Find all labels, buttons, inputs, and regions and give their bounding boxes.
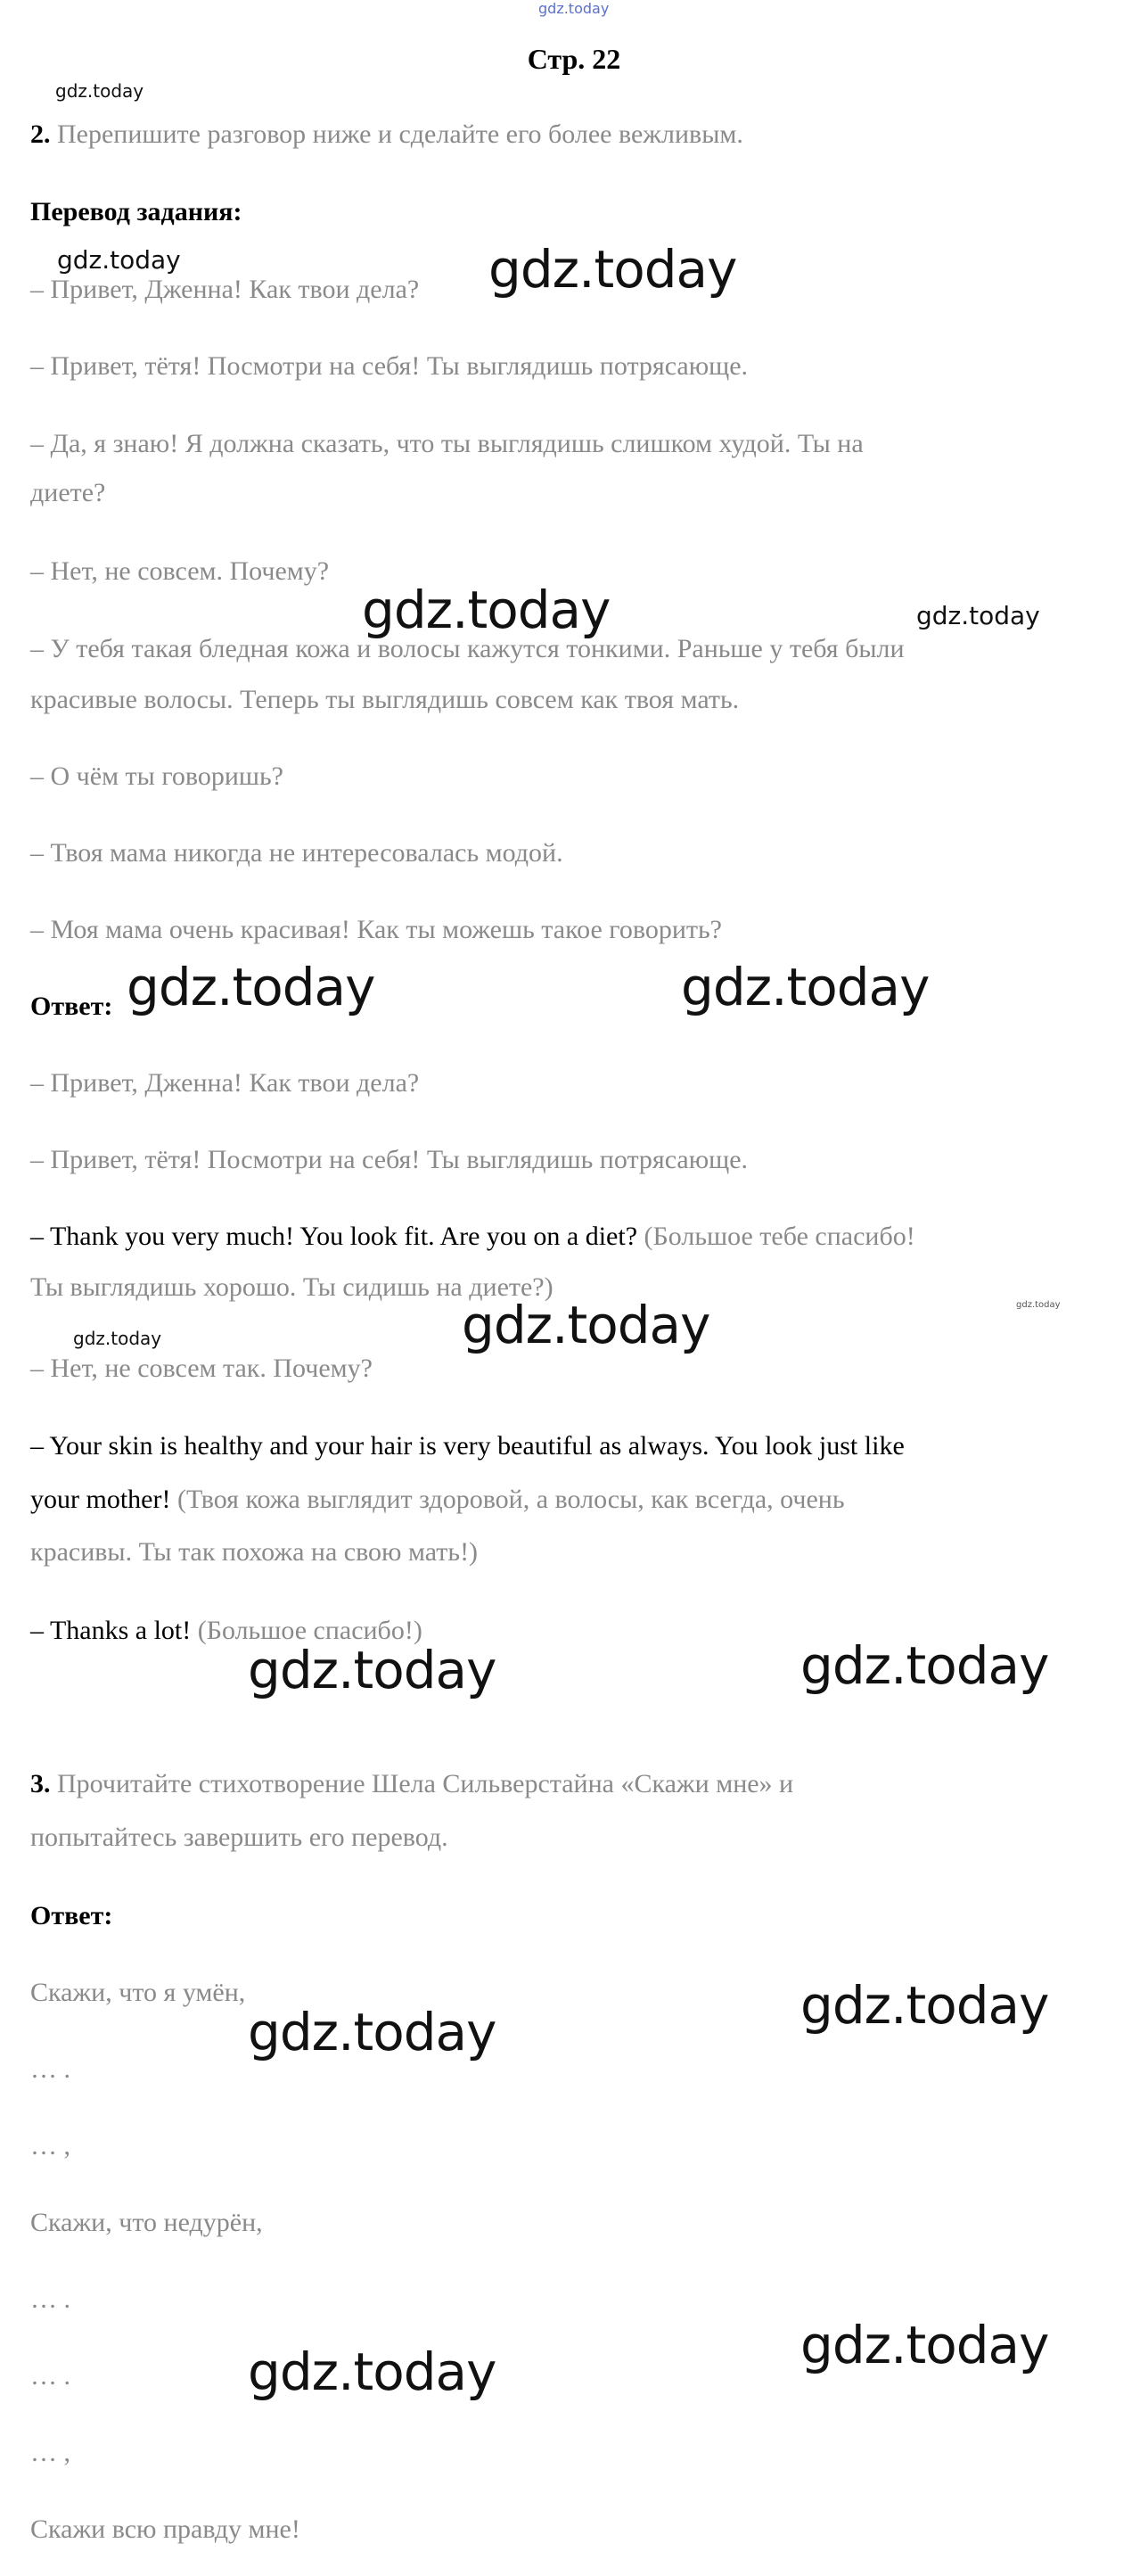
- watermark-large: gdz.today: [800, 2315, 1049, 2375]
- watermark-large: gdz.today: [248, 2002, 496, 2062]
- poem-line: … ,: [30, 2131, 70, 2160]
- answer-russian: (Большое спасибо!): [191, 1616, 422, 1645]
- poem-line: Скажи всю правду мне!: [30, 2514, 300, 2544]
- watermark-medium: gdz.today: [57, 245, 181, 275]
- task2-number: 2.: [30, 119, 51, 149]
- answer-english: your mother!: [30, 1485, 171, 1514]
- poem-line: Скажи, что недурён,: [30, 2208, 263, 2237]
- poem-line: … .: [30, 2361, 70, 2391]
- translation-line: – У тебя такая бледная кожа и волосы кажутся тонкими. Раньше у тебя были: [30, 634, 905, 663]
- answer-heading: Ответ:: [30, 992, 113, 1021]
- answer-russian: (Большое тебе спасибо!: [637, 1222, 915, 1251]
- watermark-top: gdz.today: [538, 0, 610, 17]
- watermark-small: gdz.today: [73, 1328, 162, 1349]
- poem-line: … .: [30, 2054, 70, 2084]
- translation-line: – Привет, тётя! Посмотри на себя! Ты выглядишь потрясающе.: [30, 351, 749, 381]
- translation-line: – О чём ты говоришь?: [30, 761, 283, 791]
- translation-line: диете?: [30, 478, 106, 507]
- translation-heading: Перевод задания:: [30, 197, 242, 226]
- answer-line: красивы. Ты так похожа на свою мать!): [30, 1537, 479, 1567]
- poem-line: Скажи, что я умён,: [30, 1978, 246, 2007]
- task3-instruction-line: попытайтесь завершить его перевод.: [30, 1823, 448, 1852]
- watermark-large: gdz.today: [681, 957, 930, 1017]
- answer-english: – Thank you very much! You look fit. Are you on a diet?: [30, 1222, 638, 1251]
- answer-line: [30, 1209, 915, 1264]
- answer-line: – Нет, не совсем так. Почему?: [30, 1354, 373, 1383]
- watermark-large: gdz.today: [462, 1295, 710, 1355]
- translation-line: – Да, я знаю! Я должна сказать, что ты выглядишь слишком худой. Ты на: [30, 429, 864, 458]
- translation-line: – Нет, не совсем. Почему?: [30, 556, 330, 586]
- answer-line: – Привет, Дженна! Как твои дела?: [30, 1068, 420, 1098]
- task3-instruction-line: [30, 1757, 793, 1812]
- translation-line: – Твоя мама никогда не интересовалась модой.: [30, 838, 563, 868]
- watermark-large: gdz.today: [488, 239, 737, 300]
- watermark-large: gdz.today: [248, 2341, 496, 2402]
- task2-instruction: Перепишите разговор ниже и сделайте его более вежливым.: [57, 119, 743, 149]
- watermark-small: gdz.today: [55, 80, 144, 102]
- translation-line: красивые волосы. Теперь ты выглядишь совсем как твоя мать.: [30, 685, 740, 714]
- watermark-large: gdz.today: [127, 957, 375, 1017]
- watermark-medium: gdz.today: [916, 601, 1040, 630]
- watermark-tiny: gdz.today: [1016, 1300, 1061, 1310]
- task3-instruction: Прочитайте стихотворение Шела Сильверстайна «Скажи мне» и: [57, 1769, 794, 1798]
- watermark-large: gdz.today: [800, 1635, 1049, 1696]
- watermark-large: gdz.today: [362, 580, 611, 640]
- task3-answer-heading: Ответ:: [30, 1901, 113, 1930]
- answer-english: – Thanks a lot!: [30, 1616, 192, 1645]
- task2-instruction-line: [30, 107, 743, 162]
- page-title: Стр. 22: [527, 43, 621, 75]
- answer-line: – Привет, тётя! Посмотри на себя! Ты выглядишь потрясающе.: [30, 1145, 749, 1174]
- translation-line: – Привет, Дженна! Как твои дела?: [30, 275, 420, 304]
- answer-russian: (Твоя кожа выглядит здоровой, а волосы, как всегда, очень: [170, 1485, 845, 1514]
- watermark-large: gdz.today: [248, 1640, 496, 1700]
- answer-line: [30, 1603, 422, 1658]
- poem-line: … ,: [30, 2438, 70, 2467]
- poem-line: … .: [30, 2284, 70, 2314]
- translation-line: – Моя мама очень красивая! Как ты можешь такое говорить?: [30, 915, 722, 944]
- answer-english: – Your skin is healthy and your hair is very beautiful as always. You look just like: [30, 1431, 905, 1461]
- watermark-large: gdz.today: [800, 1975, 1049, 2036]
- answer-line: [30, 1472, 845, 1527]
- answer-line: Ты выглядишь хорошо. Ты сидишь на диете?): [30, 1272, 554, 1302]
- task3-number: 3.: [30, 1769, 51, 1798]
